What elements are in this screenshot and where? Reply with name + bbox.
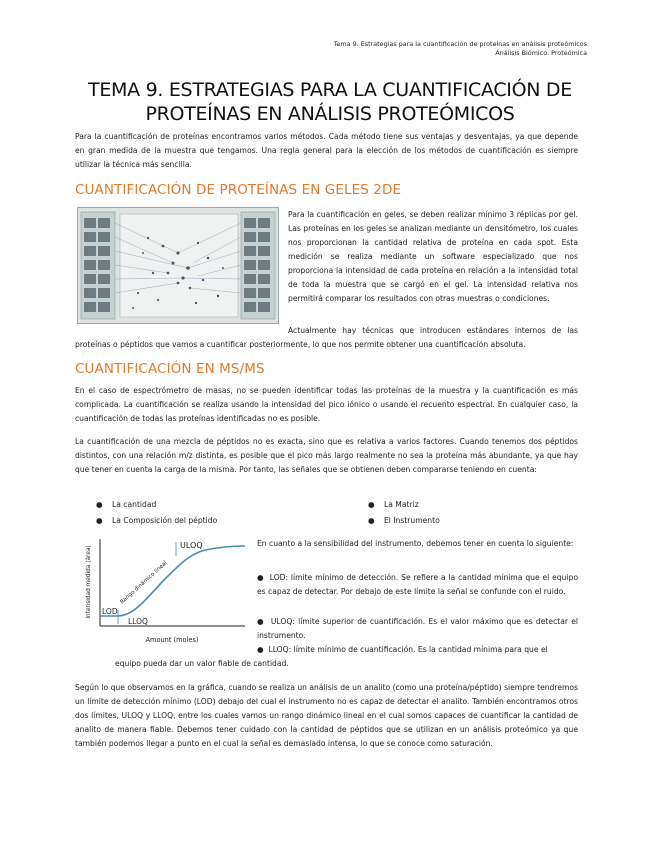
title-line-2: PROTEÍNAS EN ANÁLISIS PROTEÓMICOS bbox=[145, 103, 515, 125]
bullet-text: La cantidad bbox=[112, 500, 157, 509]
bullet-dot: ● bbox=[257, 573, 270, 582]
bullet-item: ● La Composición del péptido bbox=[96, 516, 218, 525]
lod-item bbox=[257, 571, 578, 599]
y-axis-label: Intensidad medida (área) bbox=[86, 545, 92, 619]
bullet-dot: ● bbox=[257, 617, 271, 626]
section-heading-msms: CUANTIFICACIÓN EN MS/MS bbox=[75, 361, 265, 377]
bullet-text: La Matriz bbox=[384, 500, 419, 509]
lloq-text-b: equipo pueda dar un valor fiable de cantidad. bbox=[115, 659, 289, 668]
calibration-curve bbox=[100, 546, 245, 616]
geles-paragraph-1: Para la cuantificación en geles, se deben realizar mínimo 3 réplicas por gel. Las proteínas en los geles se analizan mediante un densitómetro, los cuales nos proporcionan la cantidad relativa de proteína en cada spot. Esta medición se realiza mediante un software especializado que nos proporciona la intensidad de cada proteína en relación a la intensidad total de toda la muestra que se cargó en el gel. La intensidad relativa nos permitirá comparar los resultados con otras muestras o condiciones. bbox=[288, 210, 578, 303]
header-line-1: Tema 9. Estrategias para la cuantificación de proteínas en análisis proteómicos bbox=[333, 40, 587, 48]
msms-paragraph-2: La cuantificación de una mezcla de péptidos no es exacta, sino que es relativa a varios factores. Cuando tenemos dos péptidos distintos, con una relación m/z distinta, es posible que el pico más largo realmente no sea la proteína más abundante, ya que hay que tener en cuenta la carga de la misma. Por tanto, las señales que se obtienen deben compararse teniendo en cuenta: bbox=[75, 437, 578, 474]
intro-paragraph: Para la cuantificación de proteínas encontramos varios métodos. Cada método tiene sus ventajas y desventajas, ya que depende en gran medida de la muestra que tengamos. Una regla general para la elección de los métodos de cuantificación es siempre utilizar la técnica más sencilla. bbox=[75, 132, 578, 169]
bullet-item: ● La cantidad bbox=[96, 500, 157, 509]
uloq-label: ULOQ bbox=[180, 541, 203, 550]
calibration-graph bbox=[80, 534, 250, 654]
msms-paragraph-1: En el caso de espectrómetro de masas, no se pueden identificar todas las proteínas de la muestra y la cuantificación es más complicada. La cuantificación se realiza usando la intensidad del pico iónico o usando el recuento espectral. En cualquier caso, la cuantificación de todas las proteínas identificadas no es posible. bbox=[75, 386, 578, 423]
range-label: Rango dinámico lineal bbox=[119, 560, 169, 606]
title-line-1: TEMA 9. ESTRATEGIAS PARA LA CUANTIFICACIÓN DE bbox=[88, 79, 572, 101]
lod-text: LOD: límite mínimo de detección. Se refiere a la cantidad mínima que el equipo es capaz de detectar. Por debajo de este límite la señal se confunde con el ruido. bbox=[257, 573, 578, 596]
lloq-text-a: LLOQ: límite mínimo de cuantificación. Es la cantidad mínima para que el bbox=[268, 645, 548, 654]
sensitivity-intro: En cuanto a la sensibilidad del instrumento, debemos tener en cuenta lo siguiente: bbox=[257, 539, 574, 548]
bullet-text: El Instrumento bbox=[384, 516, 440, 525]
page-title bbox=[70, 78, 590, 126]
bullet-dot: ● bbox=[257, 645, 269, 654]
geles-paragraph-2: Actualmente hay técnicas que introducen estándares internos de las proteínas o péptidos que vamos a cuantificar posteriormente, lo que nos permite obtener una cuantificación absoluta. bbox=[75, 326, 578, 349]
uloq-item bbox=[257, 615, 578, 643]
gel-image bbox=[77, 207, 279, 324]
bullet-text: La Composición del péptido bbox=[112, 516, 218, 525]
header-line-2: Análisis Biómico. Proteómica bbox=[495, 49, 587, 57]
x-axis-label: Amount (moles) bbox=[145, 636, 199, 644]
lloq-item bbox=[257, 643, 578, 657]
closing-paragraph: Según lo que observamos en la gráfica, cuando se realiza un análisis de un analito (como una proteína/péptido) siempre tendremos un límite de detección mínimo (LOD) debajo del cual el instrumento no es capaz de detectar el analito. También encontramos otros dos límites, ULOQ y LLOQ, entre los cuales vamos un rango dinámico lineal en el cual somos capaces de cuantificar la cantidad de analito de manera fiable. Debemos tener cuidado con la cantidad de péptidos que se utilizan en un análisis proteómico ya que también podemos llegar a punto en el cual la señal es demasiado intensa, lo que se conoce como saturación. bbox=[75, 683, 578, 748]
bullet-item: ● El Instrumento bbox=[368, 516, 440, 525]
running-header bbox=[334, 40, 587, 58]
bullet-item: ● La Matriz bbox=[368, 500, 419, 509]
section-heading-geles: CUANTIFICACIÓN DE PROTEÍNAS EN GELES 2DE bbox=[75, 182, 402, 198]
uloq-text: ULOQ: límite superior de cuantificación. Es el valor máximo que es detectar el instrumento. bbox=[257, 617, 578, 640]
lloq-label: LLOQ bbox=[128, 617, 148, 626]
lod-label: LOD bbox=[102, 607, 118, 616]
